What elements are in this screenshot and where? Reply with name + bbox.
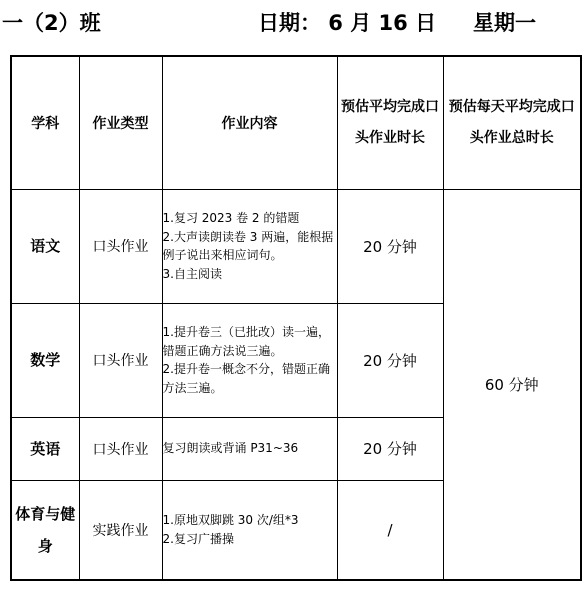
type-cell: 口头作业: [79, 189, 162, 303]
duration-cell: /: [337, 480, 443, 580]
duration-cell: 20 分钟: [337, 417, 443, 480]
content-cell: [162, 417, 337, 480]
content-line: 2.大声读朗读卷 3 两遍，能根据例子说出来相应词句。: [162, 229, 334, 262]
type-cell: 实践作业: [79, 480, 162, 580]
type-cell: 口头作业: [79, 303, 162, 417]
content-cell: [162, 480, 337, 580]
type-cell: 口头作业: [79, 417, 162, 480]
subject-cell: 体育与健身: [11, 480, 79, 580]
table-header-row: [11, 56, 581, 189]
subject-cell: 数学: [11, 303, 79, 417]
content-line: 2.复习广播操: [162, 531, 234, 546]
weekday-label: 星期一: [473, 11, 536, 35]
column-header-total-duration: 预估每天平均完成口头作业总时长: [443, 56, 581, 189]
content-line: 1.原地双脚跳 30 次/组*3: [162, 513, 299, 528]
column-header-type: 作业类型: [79, 56, 162, 189]
class-name: 一（2）班: [2, 11, 101, 35]
column-header-subject: 学科: [11, 56, 79, 189]
table-row: [11, 189, 581, 303]
subject-cell: 语文: [11, 189, 79, 303]
column-header-content: 作业内容: [162, 56, 337, 189]
total-duration-cell: 60 分钟: [443, 189, 581, 580]
date-label: 日期： 6 月 16 日: [258, 11, 437, 35]
subject-cell: 英语: [11, 417, 79, 480]
duration-cell: 20 分钟: [337, 189, 443, 303]
content-cell: [162, 303, 337, 417]
content-line: 1.提升卷三（已批改）读一遍，错题正确方法说三遍。: [162, 325, 330, 358]
content-line: 复习朗读或背诵 P31~36: [162, 441, 299, 456]
content-line: 1.复习 2023 卷 2 的错题: [162, 211, 300, 225]
page-header: [0, 8, 588, 42]
content-line: 3.自主阅读: [162, 266, 222, 281]
duration-cell: 20 分钟: [337, 303, 443, 417]
content-cell: [162, 189, 337, 303]
column-header-avg-duration: 预估平均完成口头作业时长: [337, 56, 443, 189]
homework-table: [10, 55, 582, 581]
content-line: 2.提升卷一概念不分，错题正确方法三遍。: [162, 362, 330, 395]
